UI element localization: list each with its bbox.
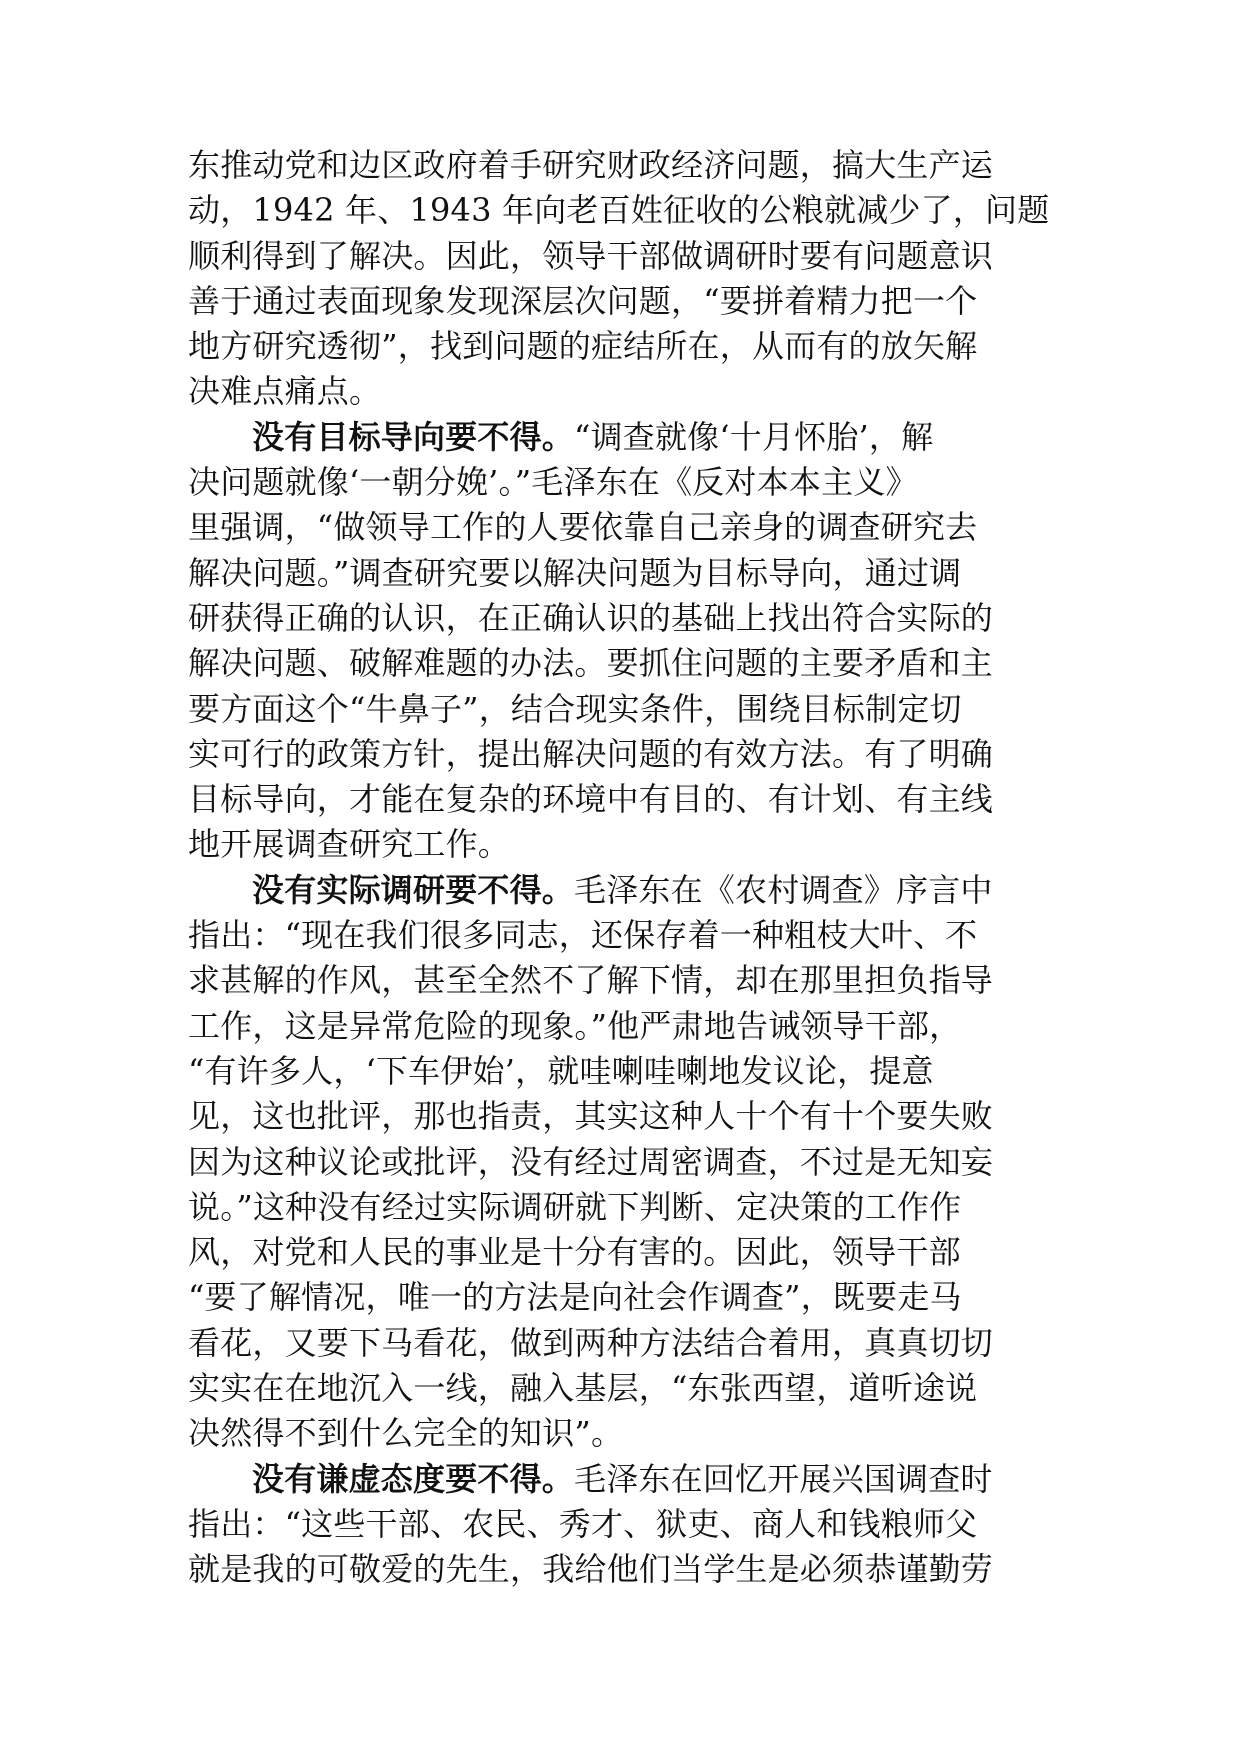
text-line xyxy=(188,188,1054,233)
line-text: 见，这也批评，那也指责，其实这种人十个有十个要失败 xyxy=(188,1097,994,1136)
line-text: 就是我的可敬爱的先生，我给他们当学生是必须恭谨勤劳 xyxy=(188,1550,994,1589)
text-line xyxy=(188,369,1054,414)
line-text: 决难点痛点。 xyxy=(188,372,382,411)
line-text: 风，对党和人民的事业是十分有害的。因此，领导干部 xyxy=(188,1233,961,1272)
line-text: “有许多人，‘下车伊始’，就哇喇哇喇地发议论，提意 xyxy=(188,1051,934,1090)
line-text: “要了解情况，唯一的方法是向社会作调查”，既要走马 xyxy=(188,1278,962,1317)
text-line xyxy=(188,1547,1054,1592)
text-line xyxy=(188,324,1054,369)
text-line xyxy=(188,1049,1054,1094)
line-text: 东推动党和边区政府着手研究财政经济问题，搞大生产运 xyxy=(188,146,994,184)
line-text: 解决问题。”调查研究要以解决问题为目标导向，通过调 xyxy=(188,553,962,592)
line-text: 工作，这是异常危险的现象。”他严肃地告诫领导干部， xyxy=(188,1006,962,1045)
line-text: 毛泽东在回忆开展兴国调查时 xyxy=(574,1459,993,1498)
line-text: 看花，又要下马看花，做到两种方法结合着用，真真切切 xyxy=(188,1323,994,1362)
text-line xyxy=(188,732,1054,777)
text-line xyxy=(188,1140,1054,1185)
line-text: 实实在在地沉入一线，融入基层，“东张西望，道听途说 xyxy=(188,1369,978,1408)
text-line xyxy=(188,913,1054,958)
text-line xyxy=(188,687,1054,732)
text-line xyxy=(188,641,1054,686)
section-heading: 没有目标导向要不得。 xyxy=(252,417,575,456)
text-line xyxy=(188,1094,1054,1139)
line-text: 善于通过表面现象发现深层次问题，“要拼着精力把一个 xyxy=(188,281,978,320)
line-text: 要方面这个“牛鼻子”，结合现实条件，围绕目标制定切 xyxy=(188,689,962,728)
line-text: 实可行的政策方针，提出解决问题的有效方法。有了明确 xyxy=(188,734,994,773)
line-text: “调查就像‘十月怀胎’，解 xyxy=(574,417,934,456)
text-line xyxy=(188,1321,1054,1366)
text-line xyxy=(188,505,1054,550)
section-heading: 没有谦虚态度要不得。 xyxy=(252,1459,575,1498)
line-text: 解决问题、破解难题的办法。要抓住问题的主要矛盾和主 xyxy=(188,644,994,683)
text-line xyxy=(188,551,1054,596)
line-text: 毛泽东在《农村调查》序言中 xyxy=(574,870,993,909)
text-line xyxy=(188,279,1054,324)
line-text: 地方研究透彻”，找到问题的症结所在，从而有的放矢解 xyxy=(188,327,978,366)
line-text: 指出：“现在我们很多同志，还保存着一种粗枝大叶、不 xyxy=(188,916,978,955)
text-line xyxy=(188,1366,1054,1411)
text-line xyxy=(188,958,1054,1003)
text-line xyxy=(188,234,1054,279)
text-line xyxy=(188,143,1054,188)
line-text: 里强调，“做领导工作的人要依靠自己亲身的调查研究去 xyxy=(188,508,978,547)
text-line xyxy=(188,596,1054,641)
text-line xyxy=(188,1411,1054,1456)
line-text: 因为这种议论或批评，没有经过周密调查，不过是无知妄 xyxy=(188,1142,994,1181)
line-text: 研获得正确的认识，在正确认识的基础上找出符合实际的 xyxy=(188,598,994,637)
line-text: 决问题就像‘一朝分娩’。”毛泽东在《反对本本主义》 xyxy=(188,463,918,502)
text-line xyxy=(188,460,1054,505)
text-line xyxy=(188,1230,1054,1275)
line-text: 求甚解的作风，甚至全然不了解下情，却在那里担负指导 xyxy=(188,961,994,1000)
text-line xyxy=(188,1004,1054,1049)
section-heading: 没有实际调研要不得。 xyxy=(252,870,575,909)
paragraph-lead-line xyxy=(252,1457,1054,1502)
line-text: 地开展调查研究工作。 xyxy=(188,825,511,864)
line-text: 说。”这种没有经过实际调研就下判断、定决策的工作作 xyxy=(188,1187,962,1226)
text-line xyxy=(188,1185,1054,1230)
text-line xyxy=(188,1502,1054,1547)
line-text: 顺利得到了解决。因此，领导干部做调研时要有问题意识 xyxy=(188,236,994,275)
line-text: 目标导向，才能在复杂的环境中有目的、有计划、有主线 xyxy=(188,780,994,819)
line-text: 决然得不到什么完全的知识”。 xyxy=(188,1414,624,1453)
text-line xyxy=(188,777,1054,822)
text-line xyxy=(188,822,1054,867)
body-text xyxy=(188,143,1054,1593)
paragraph-lead-line xyxy=(252,868,1054,913)
line-text: 指出：“这些干部、农民、秀才、狱吏、商人和钱粮师父 xyxy=(188,1504,978,1543)
line-text: 动，1942 年、1943 年向老百姓征收的公粮就减少了，问题 xyxy=(188,191,1050,230)
text-line xyxy=(188,1275,1054,1320)
paragraph-lead-line xyxy=(252,415,1054,460)
